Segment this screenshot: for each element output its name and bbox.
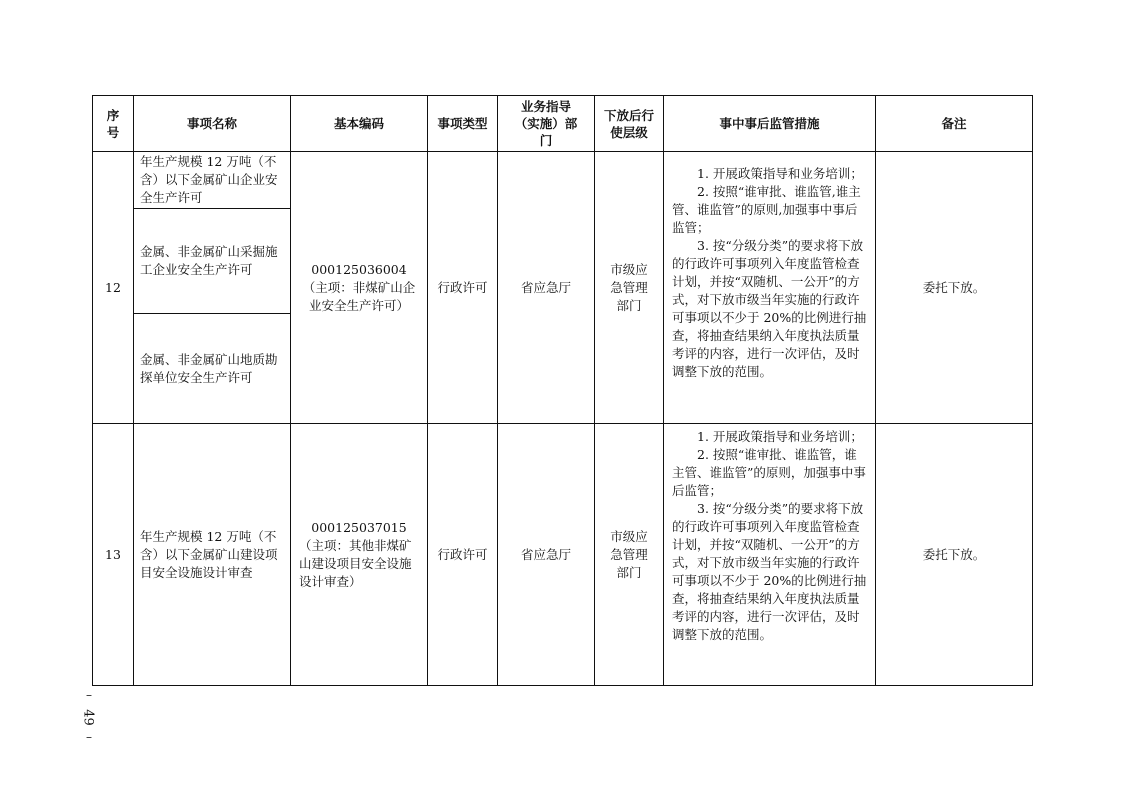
row-measures [664,424,876,686]
row-code-note: （主项：其他非煤矿山建设项目安全设施设计审查） [299,537,412,589]
row-measures [664,152,876,424]
header-name: 事项名称 [134,96,291,152]
row-seq: 13 [93,424,134,686]
row-remark: 委托下放。 [876,424,1033,686]
measure-item: 1. 开展政策指导和业务培训； [697,429,863,444]
row-type: 行政许可 [428,152,498,424]
row-dept: 省应急厅 [498,152,595,424]
header-level: 下放后行使层级 [595,96,664,152]
row-item-name: 年生产规模 12 万吨（不含）以下金属矿山企业安全生产许可 [134,152,291,209]
header-seq: 序号 [93,96,134,152]
row-level: 市级应急管理部门 [595,424,664,686]
measure-item: 3. 按“分级分类”的要求将下放的行政许可事项列入年度监管检查计划，并按“双随机、一公开”的方式，对下放市级当年实施的行政许可事项以不少于 20%的比例进行抽查，将抽查结果纳入年度执法质量考评的内容，进行一次评估，及时调整下放的范围。 [672,501,867,642]
table-row [93,152,1033,209]
measure-item: 3. 按“分级分类”的要求将下放的行政许可事项列入年度监管检查计划，并按“双随机、一公开”的方式，对下放市级当年实施的行政许可事项以不少于 20%的比例进行抽查，将抽查结果纳入年度执法质量考评的内容，进行一次评估，及时调整下放的范围。 [672,238,867,379]
row-code-cell [291,424,428,686]
row-remark: 委托下放。 [876,152,1033,424]
header-measures: 事中事后监管措施 [664,96,876,152]
row-code: 000125036004 [311,261,407,277]
page-dash-bottom: – [86,730,92,744]
row-item-name: 金属、非金属矿山采掘施工企业安全生产许可 [134,209,291,314]
measure-item: 2. 按照“谁审批、谁监管,谁主管、谁监管”的原则,加强事中事后监管； [672,184,861,235]
row-dept: 省应急厅 [498,424,595,686]
row-item-name: 金属、非金属矿山地质勘探单位安全生产许可 [134,314,291,424]
header-code: 基本编码 [291,96,428,152]
row-seq: 12 [93,152,134,424]
row-item-name: 年生产规模 12 万吨（不含）以下金属矿山建设项目安全设施设计审查 [134,424,291,686]
row-type: 行政许可 [428,424,498,686]
row-level: 市级应急管理部门 [595,152,664,424]
page-number-text: 49 [80,709,96,726]
measure-item: 1. 开展政策指导和业务培训； [697,166,863,181]
row-code-cell [291,152,428,424]
page-dash-top: – [86,688,92,702]
header-type: 事项类型 [428,96,498,152]
row-code: 000125037015 [311,519,407,535]
measure-item: 2. 按照“谁审批、谁监管，谁主管、谁监管”的原则，加强事中事后监管； [672,447,866,498]
table-row [93,424,1033,686]
row-code-note: （主项：非煤矿山企业安全生产许可） [302,279,416,313]
header-row [93,96,1033,152]
header-remark: 备注 [876,96,1033,152]
permit-table [92,95,1033,686]
header-dept: 业务指导（实施）部门 [498,96,595,152]
